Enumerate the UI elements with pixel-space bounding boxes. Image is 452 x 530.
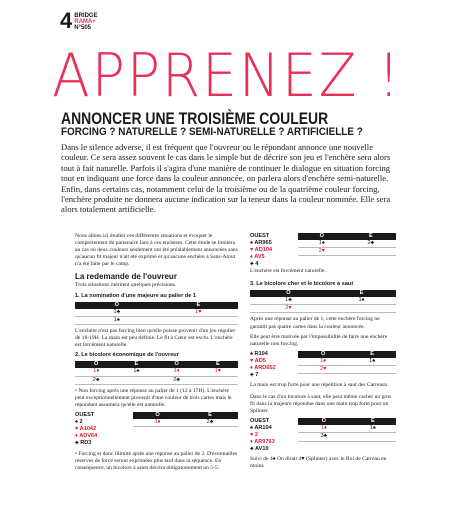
hand-diagram: OUEST ♠ AR965 ♥ AD104 ♦ AV5 ♣ 4 O E 1♠ 2♣ 2♥ <box>250 233 396 268</box>
bidding-table: O E 1♣ 1♥ 1♠ <box>75 302 238 325</box>
subsection-title: 1. La nomination d'une majeure au palier de 1 <box>75 292 197 299</box>
subsection-title: 3. Le bicolore cher et le bicolore à saut <box>250 281 354 288</box>
page-header <box>60 8 98 33</box>
right-column: OUEST ♠ AR965 ♥ AD104 ♦ AV5 ♣ 4 O E 1♠ 2♣ 2♥ L'enchère est forcément naturelle. 3. Le bicolore cher et le bicolore à saut O E 1♣ 1♠ 2♥ Après une réponse au palier de 1, cette enchère forcing ne garantit pas quatre cartes dans la couleur annoncée. Elle peut être motivée par l'impossibilité de faire une enchère naturelle non forcing. ♠ R104 ♥ AD5 ♦ ARD652 ♣ 7 O E 1♦ 1♠ 2♥ La main est trop forte pour une répétition à saut des Carreaux. Dans le cas d'un bicolore à saut, elle peut même cacher un gros fit dans la majeure répondue dans une main trop forte pour un Splinter. OUEST ♠ AR104 ♥ 2 ♦ AR9763 ♣ AV10 O E 1♦ 1♠ 3♣ Suivi de 4♠ On dirait 4♥ (Splinter) avec le Roi de Carreau en moins <box>250 233 396 473</box>
magazine-brand: BRIDGE RAMA+ N°505 <box>74 13 98 31</box>
left-paragraph: Nous allons ici étudier ces différentes situations et évoquer le comportement du partenaire face à ces enchères. Cette étude se limitera au cas où deux couleurs seulement ont été préalablement annoncées sans qu'aucun fit majeur n'ait été exprimé et qu'aucune enchère à Sans-Atout n'a été faite par le camp. <box>75 233 238 268</box>
hand-diagram: OUEST ♠ 2 ♥ A1042 ♦ ADV64 ♣ RD3 O E 1♦ 2♣ <box>75 412 238 447</box>
bidding-table: O E O E 1♦ 1♠ 1♦ 1♥ 2♣ 2♣ <box>75 361 238 384</box>
bidding-table: O E 1♦ 1♠ 2♥ <box>298 351 396 374</box>
hero-title: APPRENEZ ! <box>52 41 402 111</box>
article-title: ANNONCER UNE TROISIÈME COULEUR <box>61 109 329 128</box>
page-number: 4 <box>60 8 73 33</box>
intro-paragraph: Dans le silence adverse, il est fréquent que l'ouvreur ou le répondant annonce une nouvelle couleur. Ce sera assez souvent le cas dans le simple but de décrire son jeu et l'enchère sera alors tout à fait naturelle. Parfois il s'agira d'une manière de continuer le dialogue en situation forcing tout en indiquant une force dans la couleur annoncée, on parlera alors d'enchère semi-naturelle. Enfin, dans certains cas, notamment celui de la troisième ou de la quatrième couleur forcing, l'enchère produite ne donnera aucune indication sur la teneur dans la couleur nommée. Elle sera alors totalement artificielle. <box>61 142 391 215</box>
left-column: Nous allons ici étudier ces différentes situations et évoquer le comportement du partenaire face à ces enchères. Cette étude se limitera au cas où deux couleurs seulement ont été préalablement annoncées sans qu'aucun fit majeur n'ait été exprimé et qu'aucune enchère à Sans-Atout n'a été faite par le camp. La redemande de l'ouvreur Trois situations méritent quelques précisions. 1. La nomination d'une majeure au palier de 1 O E 1♣ 1♥ 1♠ L'enchère n'est pas forcing bien qu'elle puisse provenir d'un jeu régulier de 18-19H. La main est peu définie. Le fit à Cœur est exclu. L'enchère est forcément naturelle. 2. Le bicolore économique de l'ouvreur O E O E 1♦ 1♠ 1♦ 1♥ 2♣ 2♣ • Non forcing après une réponse au palier de 1 (12 à 17H). L'enchère peut exceptionnellement provenir d'une couleur de trois cartes mais le répondant assumera qu'elle est naturelle. OUEST ♠ 2 ♥ A1042 ♦ ADV64 ♣ RD3 O E 1♦ 2♣ • Forcing et donc illimité après une réponse au palier de 2. D'éventuelles réserves de force seront exprimées plus tard dans la séquence. En conséquence, un bicolore à sauts décrira obligatoirement un 5-5. <box>75 233 238 472</box>
bidding-table: O E 1♦ 1♠ 3♣ <box>298 418 396 441</box>
bidding-table: O E 1♣ 1♠ 2♥ <box>250 290 396 313</box>
hand-diagram: OUEST ♠ AR104 ♥ 2 ♦ AR9763 ♣ AV10 O E 1♦ 1♠ 3♣ <box>250 418 396 453</box>
subsection-title: 2. Le bicolore économique de l'ouvreur <box>75 352 179 359</box>
hand-diagram: ♠ R104 ♥ AD5 ♦ ARD652 ♣ 7 O E 1♦ 1♠ 2♥ <box>250 351 396 379</box>
bidding-table: O E 1♦ 2♣ <box>133 412 238 427</box>
bidding-table: O E 1♠ 2♣ 2♥ <box>298 233 396 256</box>
section-title: La redemande de l'ouvreur <box>75 272 177 282</box>
article-subtitle: FORCING ? NATURELLE ? SEMI-NATURELLE ? ARTIFICIELLE ? <box>61 126 363 138</box>
